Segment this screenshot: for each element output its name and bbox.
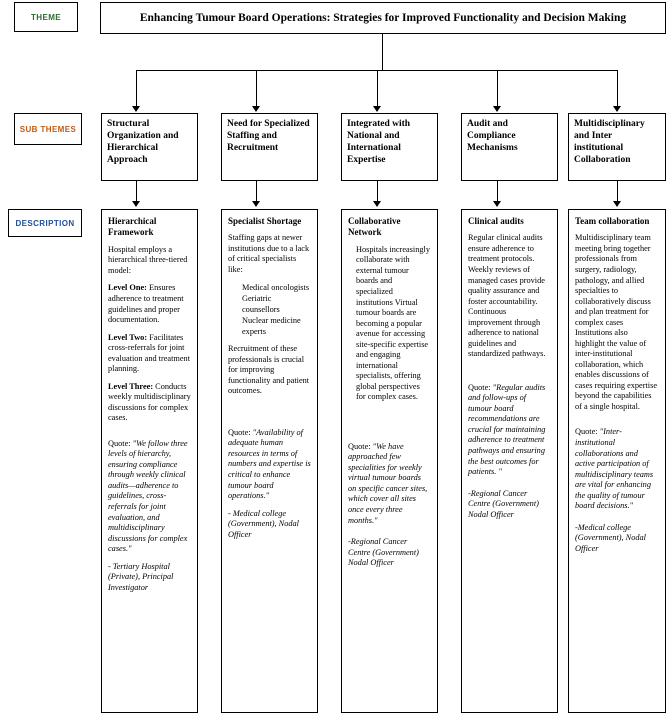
connector-drop-2	[256, 70, 257, 107]
description-box-4	[461, 209, 558, 713]
description-body-5: Multidisciplinary team meeting bring together professionals from surgery, radiology, pathology, and allied specialties to collaboratively discuss and plan treatment for complex cases Institutions also highlight the value of inter-institutional collaboration, which enables discussions of cases requiring expertise beyond the capabilities of a single hospital.	[575, 233, 658, 411]
list-item: Medical oncologists	[242, 282, 310, 292]
description-title-5: Team collaboration	[575, 216, 650, 226]
description-source-3: -Regional Cancer Centre (Government) Nodal Officer	[348, 537, 419, 568]
description-box-1	[101, 209, 198, 713]
connector-desc-5	[617, 181, 618, 202]
description-level-1-3: Level Three: Conducts weekly multidisciplinary discussions for complex cases.	[108, 381, 191, 423]
description-body-4: Regular clinical audits ensure adherence to treatment protocols. Weekly reviews of managed cases provide quality assurance and foster accountability. Continuous improvement through adherence to national guidelines and standardized pathways.	[468, 233, 546, 359]
connector-desc-3	[377, 181, 378, 202]
description-bullets-2	[228, 283, 311, 338]
sub-theme-box-2: Need for Specialized Staffing and Recruitment	[221, 113, 318, 181]
connector-desc-1	[136, 181, 137, 202]
description-quote-1: Quote: "We follow three levels of hierarchy, ensuring compliance through weekly clinical audits—adherence to guidelines, cross-referrals for joint evaluation, and multidisciplinary discussions for complex cases."	[108, 438, 188, 554]
arrow-desc-3-icon	[373, 201, 381, 207]
description-intro-2: Staffing gaps at newer institutions due to a lack of critical specialists like:	[228, 233, 310, 275]
label-sub-themes: SUB THEMES	[14, 113, 82, 145]
description-quote-5: Quote: "Inter-institutional collaborations and active participation of multidisciplinary teams are vital for enhancing the quality of tumour board decisions."	[575, 427, 654, 511]
label-theme: THEME	[14, 2, 78, 32]
description-title-2: Specialist Shortage	[228, 216, 302, 226]
description-quote-2: Quote: "Availability of adequate human resources in terms of numbers and expertise is critical to enhance tumour board operations."	[228, 427, 311, 501]
label-description: DESCRIPTION	[8, 209, 82, 237]
arrow-desc-4-icon	[493, 201, 501, 207]
description-body-2: Recruitment of these professionals is crucial for improving functionality and patient outcomes.	[228, 344, 310, 396]
connector-drop-5	[617, 70, 618, 107]
list-item: Nuclear medicine experts	[242, 316, 301, 336]
description-quote-3: Quote: "We have approached few specialities for weekly virtual tumour boards on specific cancer sites, which cover all sites once every three months."	[348, 441, 428, 525]
theme-title-box: Enhancing Tumour Board Operations: Strategies for Improved Functionality and Decision Making	[100, 2, 666, 34]
connector-drop-3	[377, 70, 378, 107]
description-source-5: -Medical college (Government), Nodal Officer	[575, 522, 646, 553]
arrow-sub-4-icon	[493, 106, 501, 112]
connector-desc-4	[497, 181, 498, 202]
description-box-3	[341, 209, 438, 713]
sub-theme-box-1: Structural Organization and Hierarchical Approach	[101, 113, 198, 181]
description-body-3: Hospitals increasingly collaborate with external tumour boards and specialized institutions Virtual tumour boards are becoming a popular avenue for accessing site-specific expertise and engaging international specialists, offering global perspectives for complex cases.	[356, 244, 430, 402]
description-source-1: - Tertiary Hospital (Private), Principal Investigator	[108, 561, 174, 592]
description-level-1-2: Level Two: Facilitates cross-referrals for joint evaluation and treatment planning.	[108, 332, 191, 374]
description-box-5	[568, 209, 666, 713]
description-title-3: Collaborative Network	[348, 216, 401, 238]
sub-theme-box-3: Integrated with National and International Expertise	[341, 113, 438, 181]
description-source-4: -Regional Cancer Centre (Government) Nodal Officer	[468, 488, 539, 519]
sub-theme-box-4: Audit and Compliance Mechanisms	[461, 113, 558, 181]
arrow-sub-2-icon	[252, 106, 260, 112]
description-title-4: Clinical audits	[468, 216, 524, 226]
description-quote-4: Quote: "Regular audits and follow-ups of tumour board recommendations are crucial for maintaining adherence to treatment pathways and ensuring the best outcomes for patients. "	[468, 382, 546, 477]
arrow-sub-1-icon	[132, 106, 140, 112]
description-source-2: - Medical college (Government), Nodal Officer	[228, 508, 299, 539]
description-intro-1: Hospital employs a hierarchical three-tiered model:	[108, 244, 188, 275]
arrow-desc-1-icon	[132, 201, 140, 207]
description-level-1-1: Level One: Ensures adherence to treatment guidelines and proper documentation.	[108, 283, 184, 325]
list-item: Geriatric counsellors	[242, 294, 280, 314]
sub-theme-box-5: Multidisciplinary and Inter institutional Collaboration	[568, 113, 666, 181]
arrow-sub-5-icon	[613, 106, 621, 112]
connector-desc-2	[256, 181, 257, 202]
connector-drop-4	[497, 70, 498, 107]
description-box-2	[221, 209, 318, 713]
connector-theme-stem	[382, 34, 383, 70]
arrow-desc-5-icon	[613, 201, 621, 207]
connector-drop-1	[136, 70, 137, 107]
arrow-desc-2-icon	[252, 201, 260, 207]
arrow-sub-3-icon	[373, 106, 381, 112]
description-title-1: Hierarchical Framework	[108, 216, 157, 238]
